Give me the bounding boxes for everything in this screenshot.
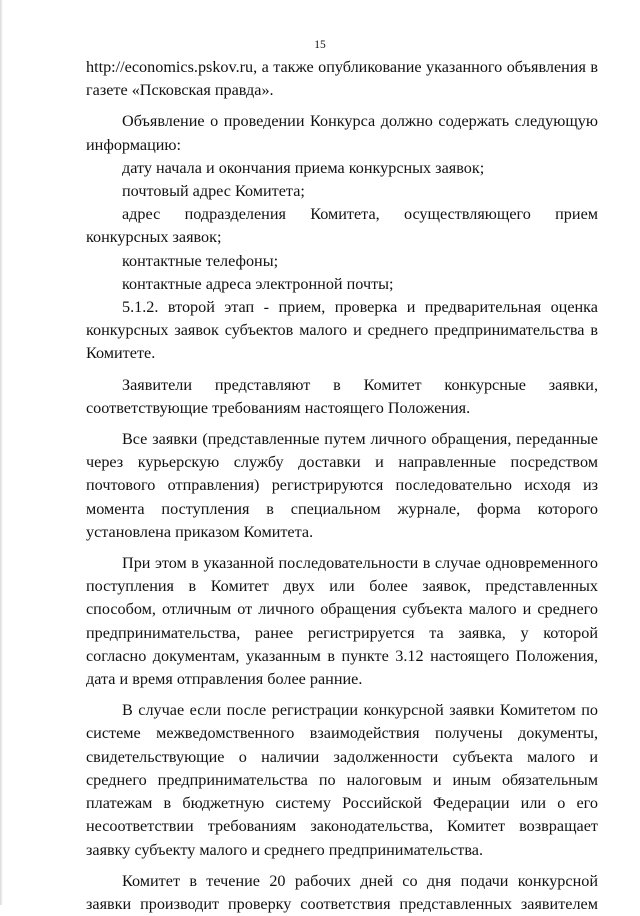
list-item-department-address: адрес подразделения Комитета, осуществляющего прием конкурсных заявок;: [86, 205, 598, 247]
list-item-emails: контактные адреса электронной почты;: [122, 274, 394, 293]
list-item-dates: дату начала и окончания приема конкурсных заявок;: [122, 158, 485, 177]
paragraph-applicants: Заявители представляют в Комитет конкурсные заявки, соответствующие требованиям настоящего Положения.: [86, 375, 598, 417]
paragraph-debt-check: В случае если после регистрации конкурсной заявки Комитетом по системе межведомственного взаимодействия получены документы, свидетельствующие о наличии задолженности субъекта малого и среднего предпринимательства по налоговым и иным обязательным платежам в бюджетную систему Российской Федерации или о его несоответствии требованиям законодательства, Комитет возвращает заявку субъекту малого и среднего предпринимательства.: [86, 701, 598, 859]
paragraph-url-publication: http://economics.pskov.ru, а также опубликование указанного объявления в газете «Псковская правда».: [86, 58, 598, 100]
paragraph-simultaneous-receipt: При этом в указанной последовательности в случае одновременного поступления в Комитет двух или более заявок, представленных способом, отличным от личного обращения субъекта малого и среднего предпринимательства, ранее регистрируется та заявка, у которой согласно документам, указанным в пункте 3.12 настоящего Положения, дата и время отправления более ранние.: [86, 554, 598, 689]
page-edge-shadow: [0, 0, 3, 905]
paragraph-registration: Все заявки (представленные путем личного обращения, переданные через курьерскую службу доставки и направленные посредством почтового отправления) регистрируются последовательно исходя из момента поступления в специальном журнале, форма которого установлена приказом Комитета.: [86, 430, 598, 541]
paragraph-second-stage: 5.1.2. второй этап - прием, проверка и предварительная оценка конкурсных заявок субъектов малого и среднего предпринимательства в Комитете.: [86, 298, 598, 363]
list-item-phones: контактные телефоны;: [122, 251, 279, 270]
page-number: 15: [314, 39, 326, 51]
paragraph-announcement-contents: Объявление о проведении Конкурса должно содержать следующую информацию:: [86, 112, 598, 154]
list-item-postal-address: почтовый адрес Комитета;: [122, 182, 305, 201]
paragraph-verification: Комитет в течение 20 рабочих дней со дня подачи конкурсной заявки производит проверку соответствия представленных заявителем: [86, 871, 598, 913]
document-body: [86, 56, 598, 916]
